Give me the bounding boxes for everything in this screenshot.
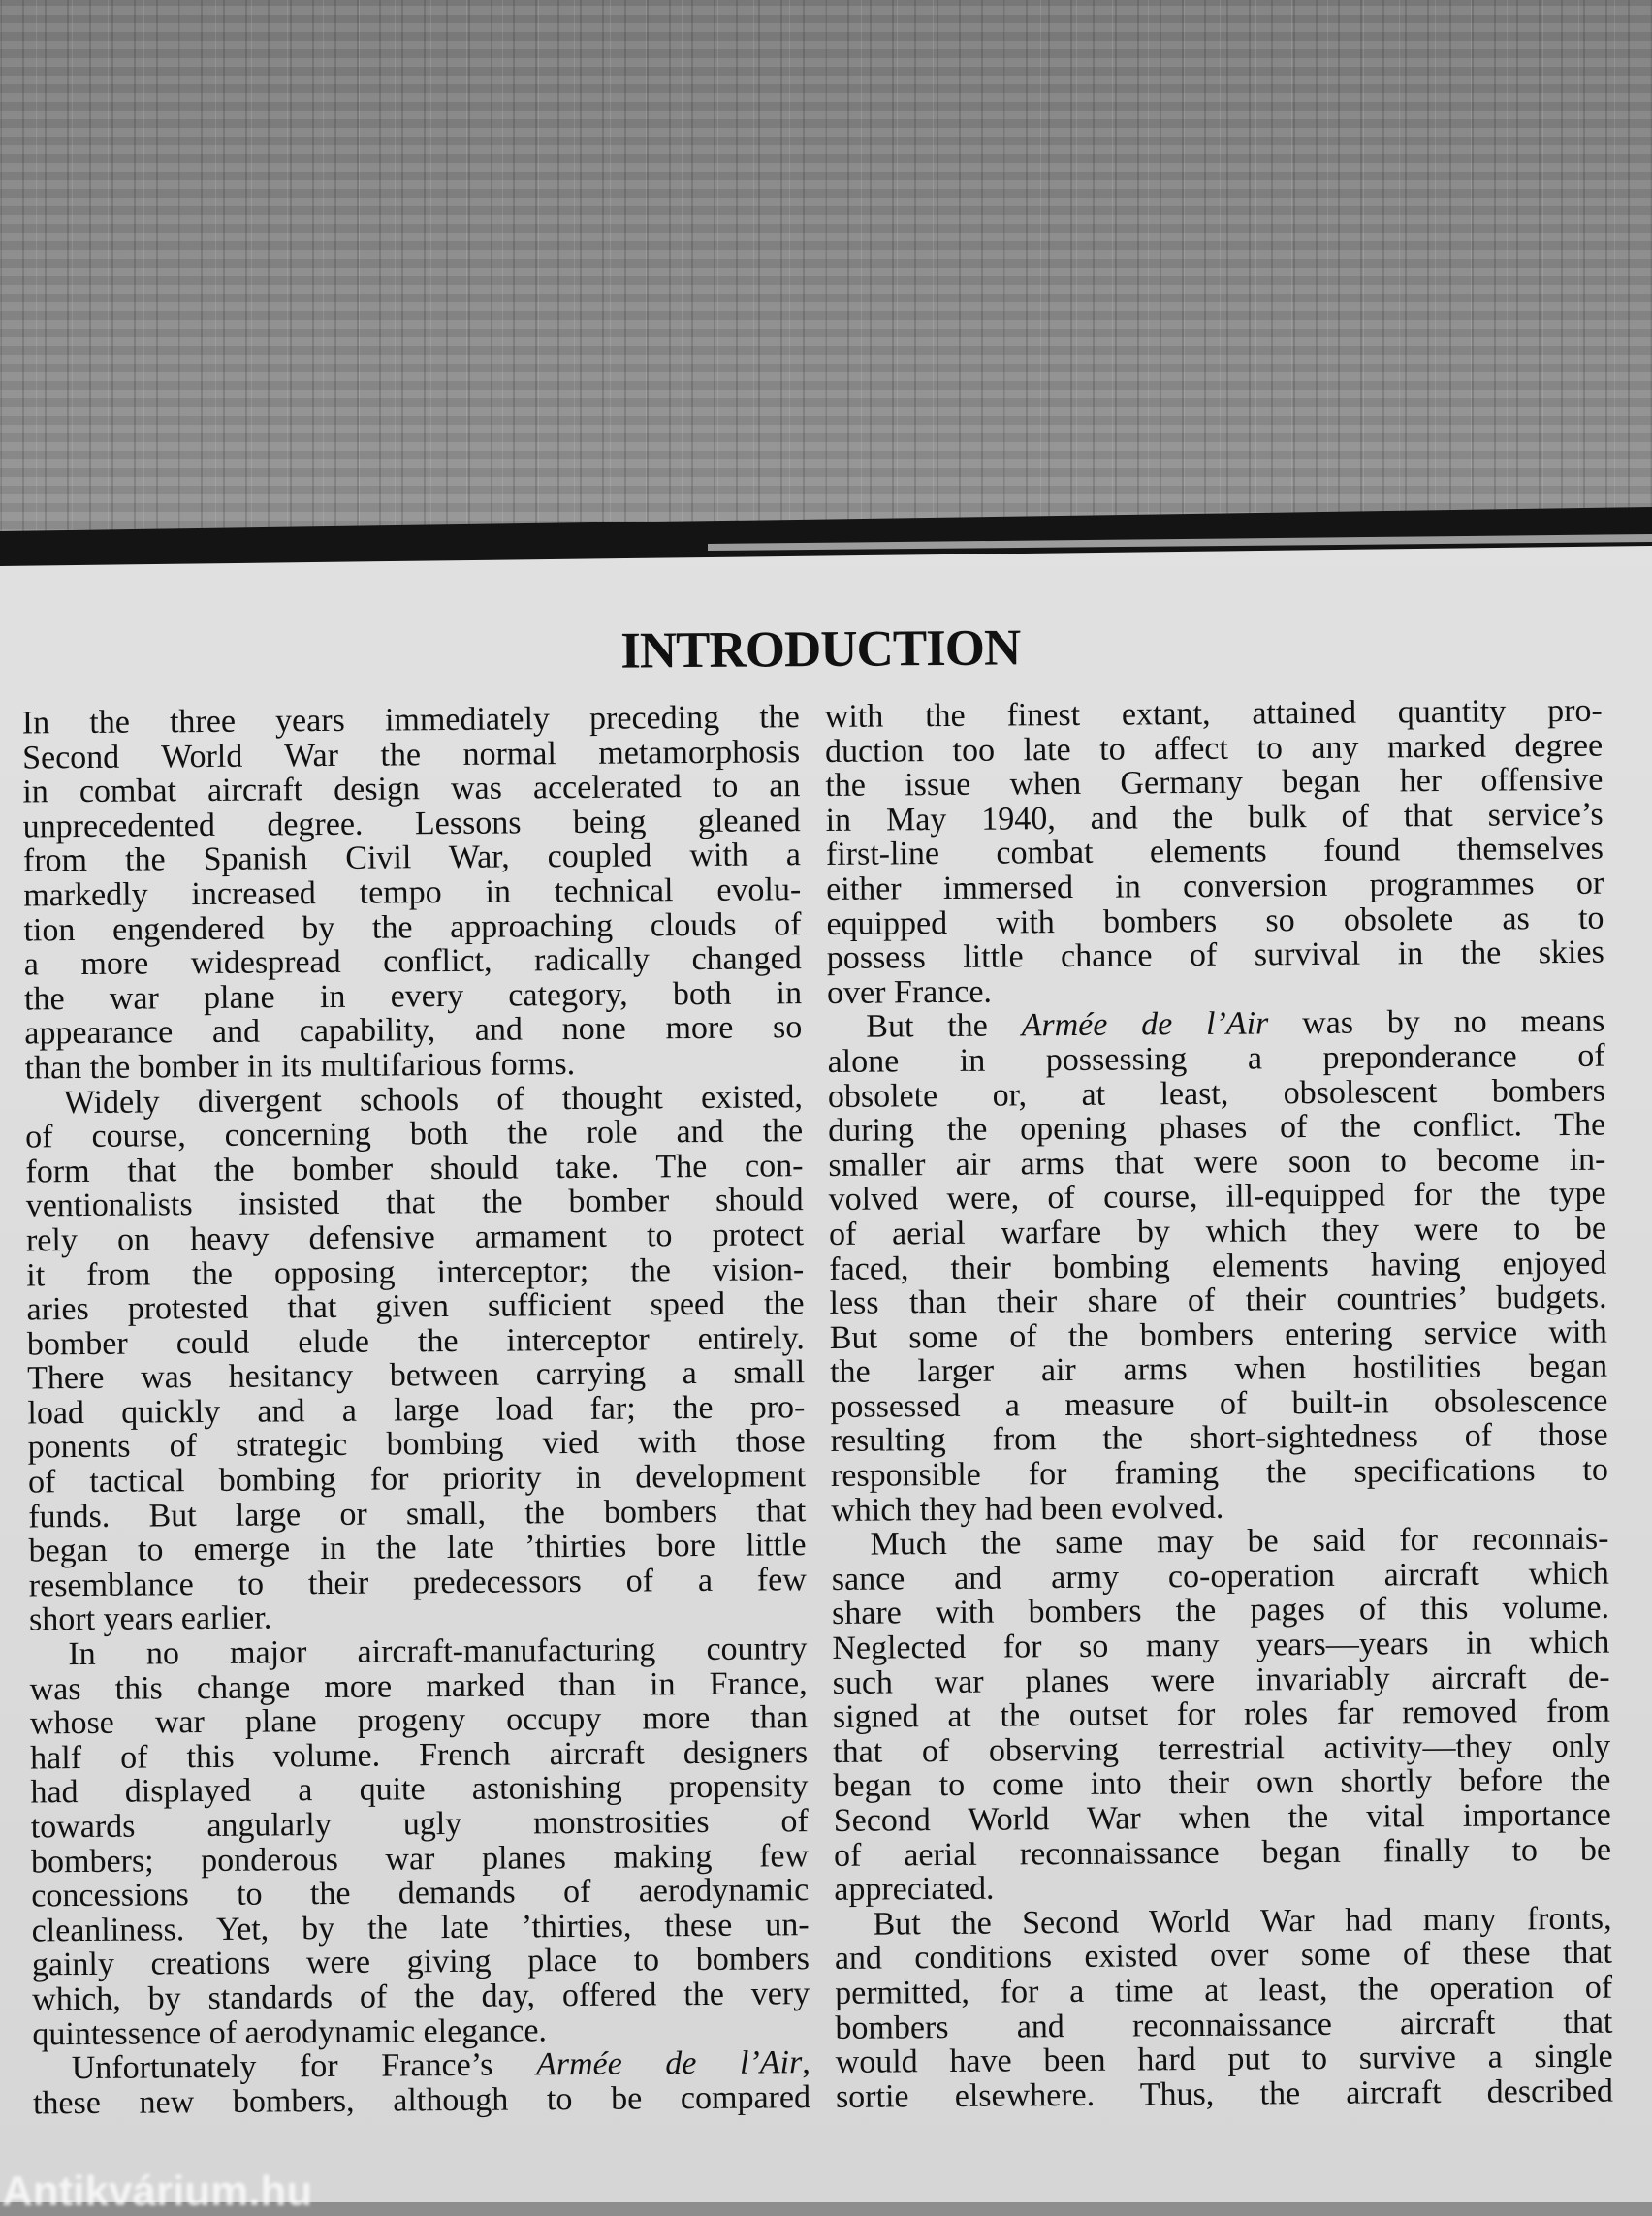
text-line: funds. But large or small, the bombers that [28, 1492, 807, 1535]
text-line: and conditions existed over some of these that [834, 1935, 1612, 1978]
text-line: resemblance to their predecessors of a few [28, 1561, 807, 1604]
text-line: But the Armée de l’Air was by no means [866, 1003, 1605, 1045]
page-title: INTRODUCTION [620, 619, 1021, 680]
text-line: during the opening phases of the conflict. The [828, 1106, 1606, 1150]
text-line: would have been hard put to survive a single [835, 2038, 1613, 2081]
text-line: appearance and capability, and none more so [24, 1009, 803, 1052]
text-line: from the Spanish Civil War, coupled with a [22, 837, 802, 879]
text-line: in combat aircraft design was accelerated to an [22, 768, 801, 810]
text-line: half of this volume. French aircraft designers [30, 1733, 809, 1777]
text-line: tion engendered by the approaching clouds of [23, 905, 802, 949]
text-line: volved were, of course, ill-equipped for the type [828, 1175, 1606, 1219]
text-line: aries protested that given sufficient speed the [26, 1285, 805, 1328]
text-line: possessed a measure of built-in obsolescence [830, 1382, 1608, 1425]
text-line: sortie elsewhere. Thus, the aircraft described [835, 2073, 1614, 2115]
text-line: either immersed in conversion programmes or [826, 865, 1604, 907]
text-line: Neglected for so many years—years in which [832, 1624, 1610, 1666]
text-line: with the finest extant, attained quantity pro- [824, 692, 1603, 735]
text-line: rely on heavy defensive armament to protect [25, 1217, 805, 1259]
text-line: But some of the bombers entering service with [829, 1314, 1607, 1356]
text-line: of course, concerning both the role and the [25, 1113, 804, 1155]
italic-term: Armée de l’Air [535, 2044, 803, 2083]
text-line: concessions to the demands of aerodynamic [31, 1872, 810, 1915]
text-line: a more widespread conflict, radically changed [23, 940, 802, 983]
text-line: bombers; ponderous war planes making few [30, 1837, 810, 1881]
text-line: obsolete or, at least, obsolescent bombers [827, 1072, 1606, 1115]
text-line: alone in possessing a preponderance of [827, 1037, 1605, 1080]
text-line: had displayed a quite astonishing propensity [30, 1768, 809, 1811]
text-line: load quickly and a large load far; the pro- [27, 1389, 806, 1432]
text-line: quintessence of aerodynamic elegance. [32, 2011, 548, 2052]
text-line: Much the same may be said for reconnais- [870, 1520, 1609, 1563]
text-line: which, by standards of the day, offered the very [32, 1976, 810, 2018]
text-line: duction too late to affect to any marked degree [824, 727, 1604, 770]
italic-term: Armée de l’Air [1021, 1005, 1269, 1044]
text-line: than the bomber in its multifarious forms. [24, 1045, 576, 1087]
text-line: began to emerge in the late ’thirties bore little [28, 1527, 807, 1569]
text-line: resulting from the short-sightedness of those [830, 1417, 1608, 1460]
text-line: ventionalists insisted that the bomber should [25, 1182, 804, 1224]
text-line: In no major aircraft-manufacturing country [68, 1630, 808, 1673]
text-column-right [825, 694, 1613, 2115]
text-line: But the Second World War had many fronts, [873, 1900, 1612, 1943]
text-line: Second World War when the vital importance [833, 1796, 1611, 1839]
text-line: appreciated. [834, 1870, 995, 1909]
text-line: responsible for framing the specifications to [830, 1451, 1609, 1495]
text-line: which they had been evolved. [831, 1489, 1224, 1529]
text-line: in May 1940, and the bulk of that service’s [825, 796, 1604, 839]
text-line: Widely divergent schools of thought existed, [63, 1078, 804, 1121]
text-line: Unfortunately for France’s Armée de l’Air, [71, 2044, 810, 2087]
text-line: of aerial reconnaissance began finally to be [833, 1831, 1612, 1874]
text-line: of tactical bombing for priority in development [27, 1458, 807, 1501]
text-line: the war plane in every category, both in [23, 974, 803, 1018]
text-line: permitted, for a time at least, the operation of [835, 1969, 1613, 2011]
text-line: form that the bomber should take. The con- [25, 1147, 804, 1190]
text-line: markedly increased tempo in technical evolu- [23, 871, 802, 914]
text-line: equipped with bombers so obsolete as to [826, 900, 1604, 942]
text-line: first-line combat elements found themselves [825, 831, 1604, 873]
text-line: smaller air arms that were soon to become in- [828, 1141, 1606, 1184]
text-line: short years earlier. [28, 1599, 272, 1638]
text-line: unprecedented degree. Lessons being gleaned [22, 802, 801, 845]
text-line: ponents of strategic bombing vied with those [27, 1423, 806, 1466]
text-line: gainly creations were giving place to bombers [31, 1941, 810, 1983]
text-line: cleanliness. Yet, by the late ’thirties, these un- [31, 1906, 810, 1949]
text-line: possess little chance of survival in the skies [826, 934, 1604, 977]
text-line: it from the opposing interceptor; the vision- [26, 1250, 805, 1293]
text-line: sance and army co-operation aircraft which [831, 1555, 1609, 1598]
text-line: of aerial warfare by which they were to be [828, 1210, 1607, 1252]
text-line: Second World War the normal metamorphosis [21, 733, 801, 776]
text-line: signed at the outset for roles far removed from [832, 1693, 1611, 1736]
text-line: less than their share of their countries’ budgets. [829, 1279, 1607, 1322]
text-line: bombers and reconnaissance aircraft that [835, 2004, 1613, 2046]
text-line: There was hesitancy between carrying a small [27, 1354, 806, 1397]
text-line: In the three years immediately preceding the [21, 699, 800, 742]
text-line: the larger air arms when hostilities began [829, 1347, 1608, 1391]
text-line: towards angularly ugly monstrosities of [30, 1803, 809, 1846]
text-line: over France. [826, 973, 993, 1011]
text-line: whose war plane progeny occupy more than [29, 1699, 809, 1742]
text-line: faced, their bombing elements having enjoyed [829, 1245, 1607, 1287]
text-line: began to come into their own shortly before the [833, 1762, 1611, 1805]
text-line: the issue when Germany began her offensive [825, 761, 1604, 805]
text-line: such war planes were invariably aircraft de- [832, 1659, 1610, 1701]
text-line: was this change more marked than in France, [29, 1664, 808, 1708]
text-line: that of observing terrestrial activity—they only [833, 1727, 1611, 1770]
text-line: share with bombers the pages of this volume. [831, 1590, 1610, 1632]
text-column-left [22, 700, 810, 2121]
text-line: these new bombers, although to be compared [32, 2078, 811, 2122]
watermark: Antikvárium.hu [2, 2168, 313, 2215]
text-line: bomber could elude the interceptor entirely. [26, 1319, 805, 1363]
